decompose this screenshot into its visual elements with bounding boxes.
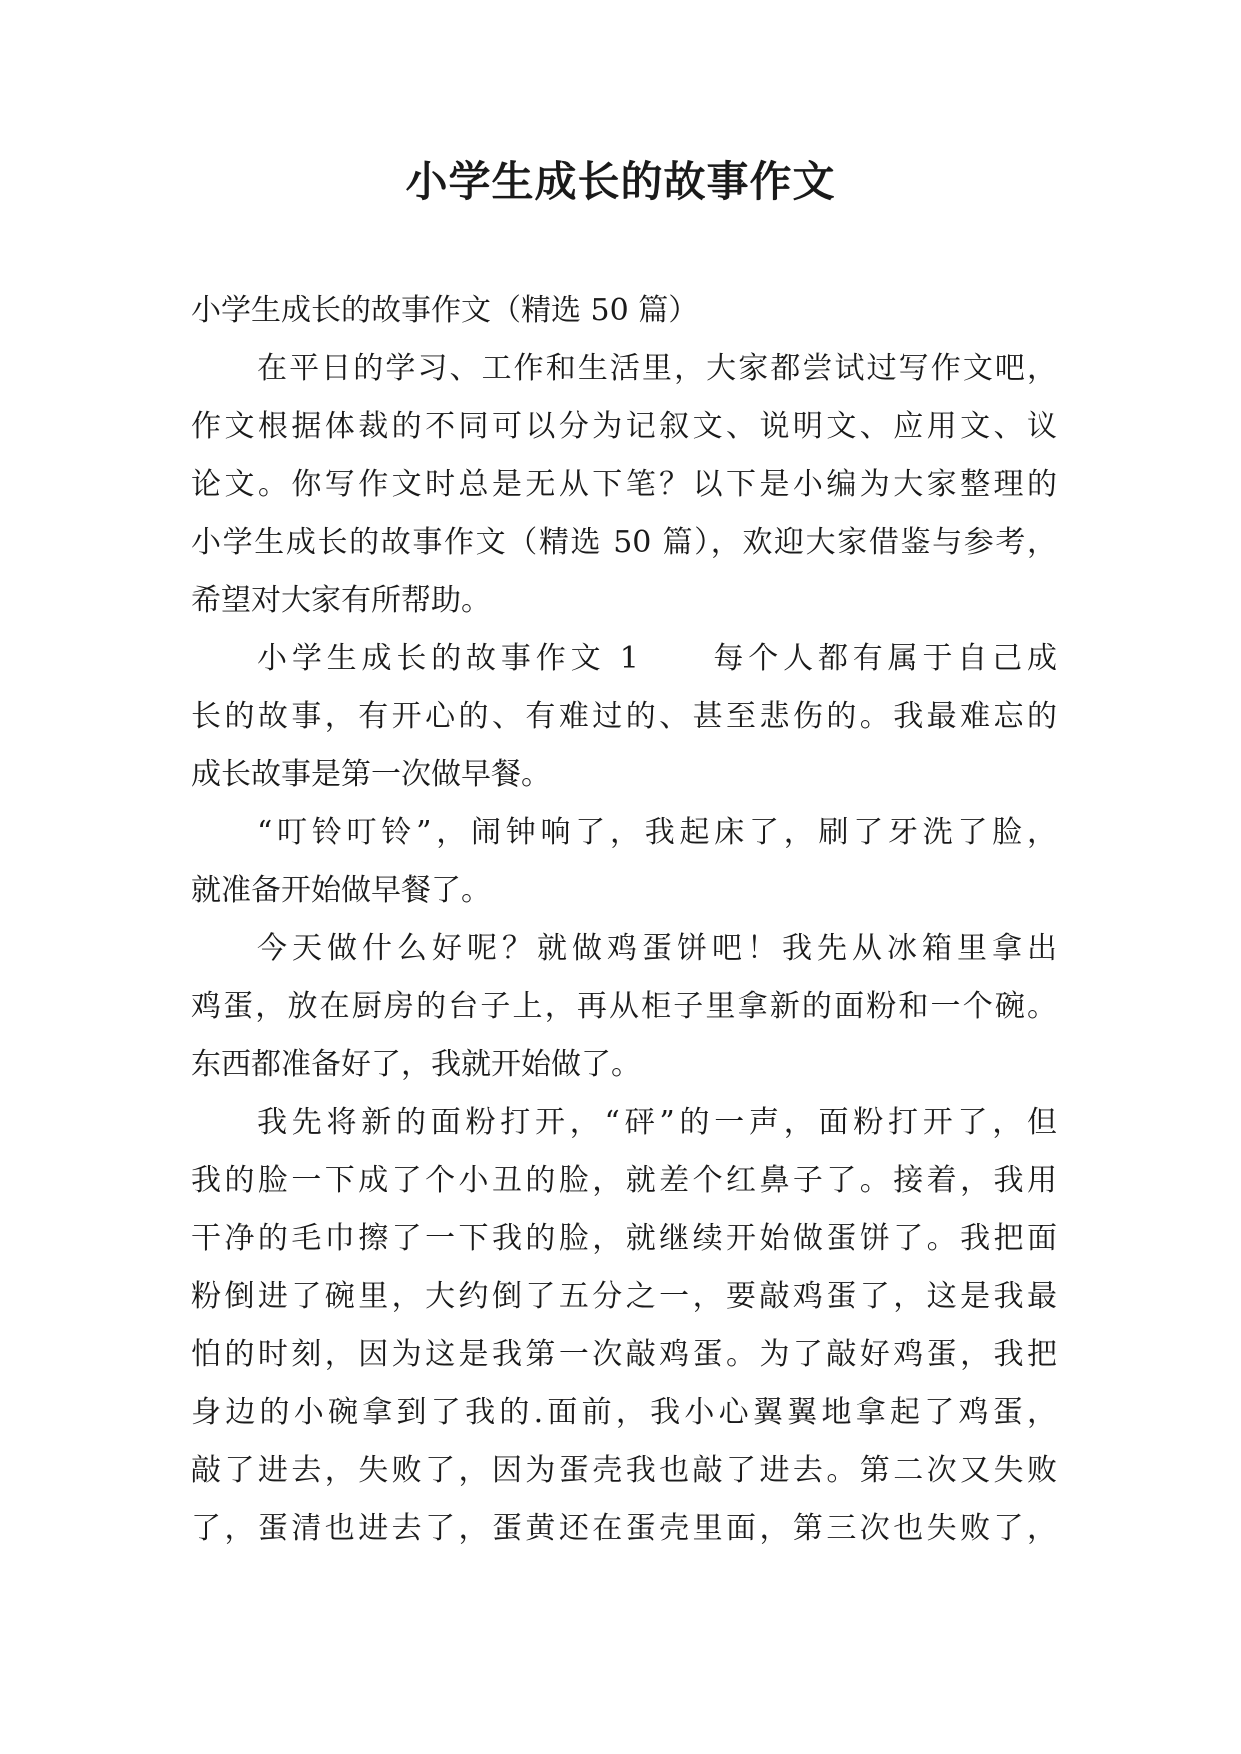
text-line: 论文。你写作文时总是无从下笔？以下是小编为大家整理的 <box>191 467 1057 502</box>
text-line: 成长故事是第一次做早餐。 <box>191 757 551 792</box>
document-body <box>191 282 1057 1558</box>
text-line: 就准备开始做早餐了。 <box>191 873 491 908</box>
text-line: 今天做什么好呢？就做鸡蛋饼吧！我先从冰箱里拿出 <box>257 931 1057 966</box>
text-line: 敲了进去，失败了，因为蛋壳我也敲了进去。第二次又失败 <box>191 1453 1057 1488</box>
text-line: 怕的时刻，因为这是我第一次敲鸡蛋。为了敲好鸡蛋，我把 <box>191 1337 1057 1372</box>
text-line: 在平日的学习、工作和生活里，大家都尝试过写作文吧， <box>257 351 1057 386</box>
text-line: 小学生成长的故事作文（精选 50 篇） <box>191 293 699 328</box>
text-line: 长的故事，有开心的、有难过的、甚至悲伤的。我最难忘的 <box>191 699 1057 734</box>
text-line: 小学生成长的故事作文（精选 50 篇），欢迎大家借鉴与参考， <box>191 525 1057 560</box>
text-line: 鸡蛋，放在厨房的台子上，再从柜子里拿新的面粉和一个碗。 <box>191 989 1057 1024</box>
text-line: 干净的毛巾擦了一下我的脸，就继续开始做蛋饼了。我把面 <box>191 1221 1057 1256</box>
text-line: 我的脸一下成了个小丑的脸，就差个红鼻子了。接着，我用 <box>191 1163 1057 1198</box>
text-line: 我先将新的面粉打开，“砰”的一声，面粉打开了，但 <box>257 1105 1057 1140</box>
text-line: “叮铃叮铃”，闹钟响了，我起床了，刷了牙洗了脸， <box>257 815 1057 850</box>
text-line: 了，蛋清也进去了，蛋黄还在蛋壳里面，第三次也失败了， <box>191 1511 1057 1546</box>
text-line: 小学生成长的故事作文 1 每个人都有属于自己成 <box>257 641 1057 676</box>
text-line: 身边的小碗拿到了我的.面前，我小心翼翼地拿起了鸡蛋， <box>191 1395 1057 1430</box>
text-line: 作文根据体裁的不同可以分为记叙文、说明文、应用文、议 <box>191 409 1057 444</box>
text-line: 粉倒进了碗里，大约倒了五分之一，要敲鸡蛋了，这是我最 <box>191 1279 1057 1314</box>
text-line: 希望对大家有所帮助。 <box>191 583 491 618</box>
document-title: 小学生成长的故事作文 <box>405 157 836 206</box>
text-line: 东西都准备好了，我就开始做了。 <box>191 1047 641 1082</box>
